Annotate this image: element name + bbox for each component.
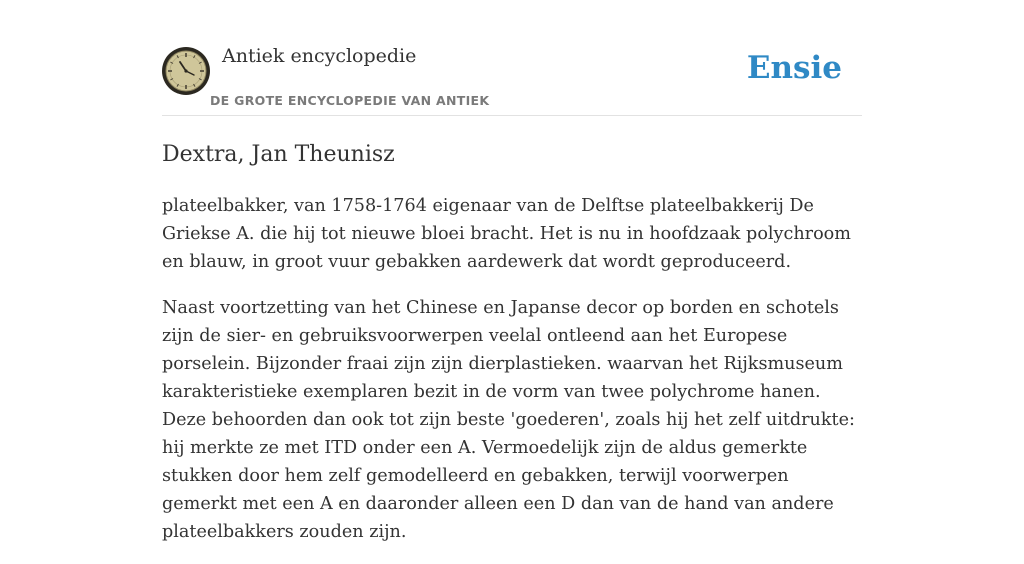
- article-title: Dextra, Jan Theunisz: [162, 142, 395, 167]
- article-paragraph: plateelbakker, van 1758-1764 eigenaar van de Delftse plateelbakkerij De Griekse A. die hij tot nieuwe bloei bracht. Het is nu in hoofdzaak polychroom en blauw, in groot vuur gebakken aardewerk dat wordt geproduceerd.: [162, 196, 851, 272]
- article: [162, 140, 862, 564]
- site-header: [162, 0, 862, 116]
- antique-clock-icon[interactable]: [162, 47, 210, 95]
- brand-logo[interactable]: Ensie: [746, 50, 842, 86]
- site-subtitle: DE GROTE ENCYCLOPEDIE VAN ANTIEK: [210, 93, 490, 108]
- article-paragraph: Naast voortzetting van het Chinese en Japanse decor op borden en schotels zijn de sier- en gebruiksvoorwerpen veelal ontleend aan het Europese porselein. Bijzonder fraai zijn zijn dierplastieken. waarvan het Rijksmuseum karakteristieke exemplaren bezit in de vorm van twee polychrome hanen. Deze behoorden dan ook tot zijn beste 'goederen', zoals hij het zelf uitdrukte: hij merkte ze met ITD onder een A. Vermoedelijk zijn de aldus gemerkte stukken door hem zelf gemodelleerd en gebakken, terwijl voorwerpen gemerkt met een A en daaronder alleen een D dan van de hand van andere plateelbakkers zouden zijn.: [162, 298, 855, 542]
- site-title[interactable]: Antiek encyclopedie: [222, 45, 417, 67]
